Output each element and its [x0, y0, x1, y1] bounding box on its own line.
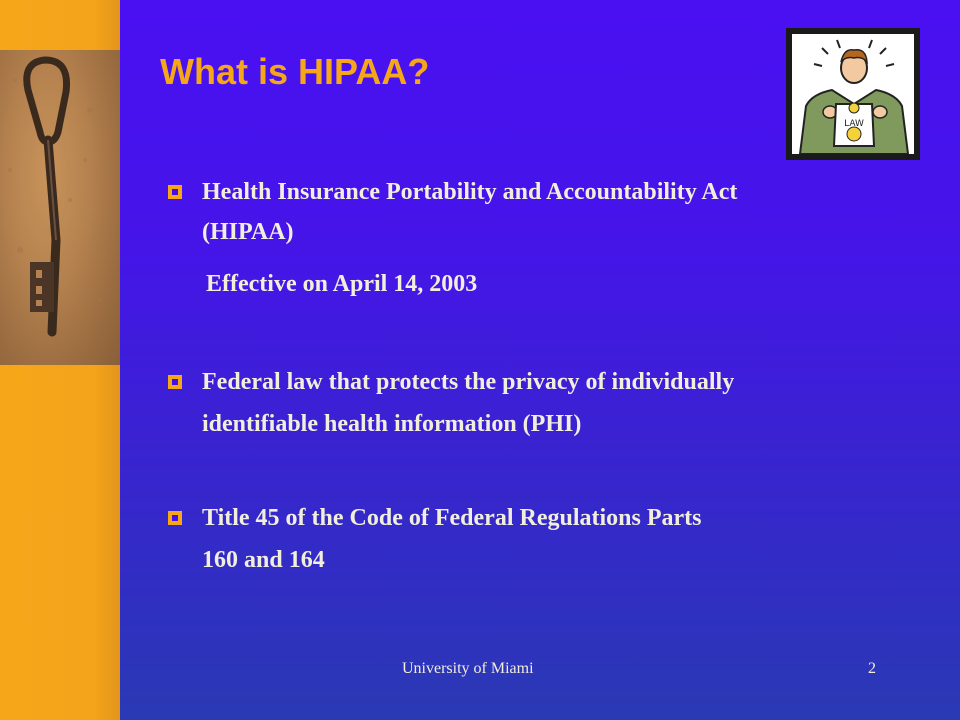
key-icon [0, 50, 120, 365]
bullet-1-line-1: Health Insurance Portability and Accountability Act [202, 179, 738, 205]
bullet-2-line-1: Federal law that protects the privacy of individually [202, 369, 735, 395]
bullet-icon [168, 511, 182, 525]
bullet-3-line-2: 160 and 164 [202, 547, 325, 573]
antique-key-photo [0, 50, 120, 365]
decorative-gold-strip [0, 0, 120, 720]
law-sign-text: LAW [844, 119, 864, 129]
footer-text: University of Miami [402, 660, 534, 677]
slide-title: What is HIPAA? [160, 51, 430, 92]
bullet-icon [168, 375, 182, 389]
page-number: 2 [868, 660, 876, 677]
bullet-1-line-2: (HIPAA) [202, 219, 294, 245]
law-clipart [786, 28, 920, 160]
man-with-law-sign-icon [792, 34, 914, 154]
bullet-2-line-2: identifiable health information (PHI) [202, 411, 582, 437]
effective-date-note: Effective on April 14, 2003 [206, 271, 478, 297]
bullet-3-line-1: Title 45 of the Code of Federal Regulations Parts [202, 505, 702, 531]
bullet-icon [168, 185, 182, 199]
